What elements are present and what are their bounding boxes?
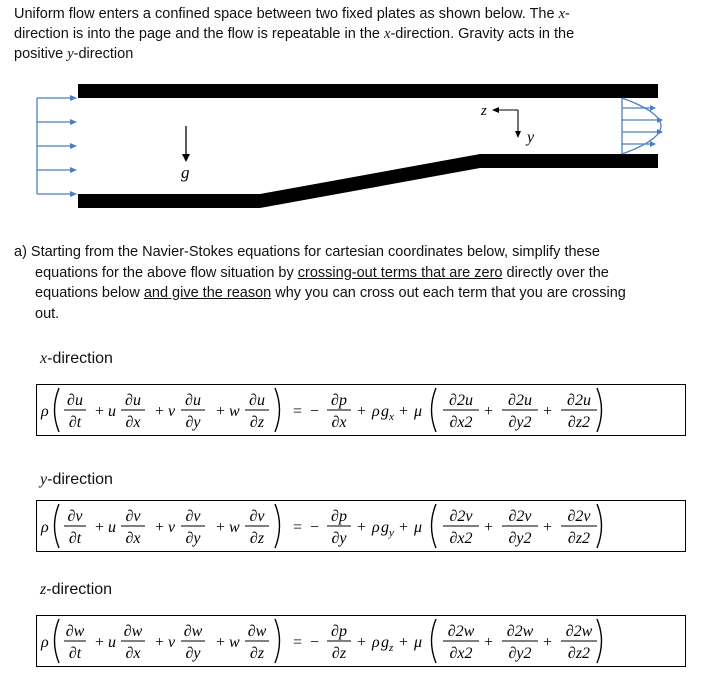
gravity-label: g — [181, 163, 190, 182]
axis-z-label: z — [481, 103, 487, 119]
gravity-subscript: y — [389, 527, 394, 539]
fraction-numerator: ∂2v — [508, 508, 532, 525]
x-direction-label: x-direction — [40, 350, 113, 367]
intro-line-1: Uniform flow enters a confined space between two fixed plates as shown below. The x- — [14, 6, 570, 22]
plus-sign: + — [399, 519, 409, 536]
velocity-w: w — [229, 403, 240, 420]
y-momentum-equation — [36, 500, 686, 552]
gravity-symbol: g — [381, 634, 389, 651]
close-paren — [275, 619, 280, 663]
plus-sign: + — [399, 403, 409, 420]
velocity-w: w — [229, 519, 240, 536]
fraction-denominator: ∂y — [185, 414, 201, 431]
plus-sign: + — [484, 403, 494, 420]
fraction-denominator: ∂x — [125, 645, 141, 662]
fraction-denominator: ∂z — [249, 645, 265, 662]
fraction-denominator: ∂z2 — [567, 645, 591, 662]
z-momentum-equation — [36, 615, 686, 667]
question-line-4: out. — [35, 305, 60, 322]
fraction-denominator: ∂x2 — [449, 414, 473, 431]
fraction-denominator: ∂z — [249, 414, 265, 431]
intro-line-3: positive y-direction — [14, 46, 134, 62]
close-paren — [597, 619, 602, 663]
open-paren — [55, 504, 60, 548]
intro-line-2: direction is into the page and the flow is repeatable in the x-direction. Gravity acts in the — [14, 26, 575, 42]
fraction-numerator: ∂2u — [567, 392, 591, 409]
fraction-denominator: ∂y2 — [508, 645, 532, 662]
fraction-numerator: ∂2w — [447, 623, 475, 640]
gravity-arrowhead — [182, 154, 190, 162]
problem-statement — [14, 4, 684, 64]
y-direction-label: y-direction — [40, 471, 113, 488]
fraction-numerator: ∂v — [125, 508, 141, 525]
equation-svg — [37, 385, 685, 435]
velocity-u: u — [108, 519, 116, 536]
z-direction-label: z-direction — [40, 581, 113, 598]
fraction-denominator: ∂t — [68, 530, 82, 547]
plus-sign: + — [357, 519, 367, 536]
fraction-numerator: ∂v — [67, 508, 83, 525]
fraction-denominator: ∂y — [331, 530, 347, 547]
fraction-numerator: ∂2v — [449, 508, 473, 525]
minus-sign: − — [310, 403, 320, 420]
fraction-denominator: ∂z2 — [567, 530, 591, 547]
equals-sign: = — [293, 403, 303, 420]
fraction-numerator: ∂2w — [565, 623, 593, 640]
velocity-w: w — [229, 634, 240, 651]
plus-sign: + — [216, 634, 226, 651]
fraction-numerator: ∂v — [185, 508, 201, 525]
plus-sign: + — [399, 634, 409, 651]
top-plate — [78, 84, 658, 98]
fraction-denominator: ∂y2 — [508, 530, 532, 547]
bottom-plate — [78, 154, 658, 208]
rho-symbol: ρ — [372, 519, 380, 536]
inlet-arrowheads — [70, 95, 77, 197]
plus-sign: + — [95, 634, 105, 651]
plus-sign: + — [484, 519, 494, 536]
gravity-subscript: z — [389, 642, 394, 654]
open-paren — [432, 619, 437, 663]
fraction-denominator: ∂t — [68, 645, 82, 662]
fraction-numerator: ∂p — [331, 392, 347, 409]
plus-sign: + — [95, 403, 105, 420]
velocity-u: u — [108, 403, 116, 420]
fraction-denominator: ∂x2 — [449, 530, 473, 547]
question-line-1: a) Starting from the Navier-Stokes equations for cartesian coordinates below, simplify these — [14, 244, 600, 260]
rho-symbol: ρ — [372, 403, 380, 420]
fraction-numerator: ∂v — [249, 508, 265, 525]
fraction-denominator: ∂z2 — [567, 414, 591, 431]
fraction-numerator: ∂u — [249, 392, 265, 409]
fraction-denominator: ∂z — [331, 645, 347, 662]
velocity-v: v — [168, 403, 176, 420]
rho-symbol: ρ — [41, 634, 49, 651]
mu-symbol: μ — [414, 403, 423, 420]
open-paren — [432, 388, 437, 432]
fraction-numerator: ∂u — [125, 392, 141, 409]
fraction-denominator: ∂y — [185, 530, 201, 547]
gravity-subscript: x — [389, 411, 394, 423]
fraction-denominator: ∂x2 — [449, 645, 473, 662]
plus-sign: + — [155, 519, 165, 536]
plus-sign: + — [357, 634, 367, 651]
fraction-numerator: ∂p — [331, 623, 347, 640]
velocity-v: v — [168, 634, 176, 651]
fraction-denominator: ∂y2 — [508, 414, 532, 431]
fraction-numerator: ∂w — [183, 623, 203, 640]
fraction-denominator: ∂x — [331, 414, 347, 431]
minus-sign: − — [310, 519, 320, 536]
fraction-numerator: ∂u — [67, 392, 83, 409]
equation-svg — [37, 616, 685, 666]
plus-sign: + — [216, 403, 226, 420]
flow-diagram — [0, 70, 701, 210]
equation-svg — [37, 501, 685, 551]
question-a — [14, 242, 686, 324]
plus-sign: + — [543, 634, 553, 651]
gravity-symbol: g — [381, 519, 389, 536]
plus-sign: + — [357, 403, 367, 420]
fraction-denominator: ∂x — [125, 414, 141, 431]
plus-sign: + — [155, 403, 165, 420]
plus-sign: + — [484, 634, 494, 651]
equals-sign: = — [293, 634, 303, 651]
fraction-numerator: ∂w — [65, 623, 85, 640]
fraction-denominator: ∂x — [125, 530, 141, 547]
open-paren — [55, 388, 60, 432]
mu-symbol: μ — [414, 634, 423, 651]
rho-symbol: ρ — [41, 403, 49, 420]
equals-sign: = — [293, 519, 303, 536]
fraction-denominator: ∂t — [68, 414, 82, 431]
close-paren — [597, 388, 602, 432]
fraction-numerator: ∂2w — [506, 623, 534, 640]
question-line-2: equations for the above flow situation by crossing-out terms that are zero directly over the — [35, 264, 609, 281]
axis-y-label: y — [527, 129, 535, 146]
plus-sign: + — [155, 634, 165, 651]
fraction-numerator: ∂w — [247, 623, 267, 640]
close-paren — [275, 388, 280, 432]
fraction-denominator: ∂y — [185, 645, 201, 662]
rho-symbol: ρ — [41, 519, 49, 536]
plus-sign: + — [216, 519, 226, 536]
fraction-numerator: ∂2u — [449, 392, 473, 409]
fraction-denominator: ∂z — [249, 530, 265, 547]
fraction-numerator: ∂u — [185, 392, 201, 409]
mu-symbol: μ — [414, 519, 423, 536]
outlet-velocity-profile — [622, 98, 662, 154]
plus-sign: + — [95, 519, 105, 536]
minus-sign: − — [310, 634, 320, 651]
close-paren — [275, 504, 280, 548]
open-paren — [432, 504, 437, 548]
gravity-symbol: g — [381, 403, 389, 420]
open-paren — [55, 619, 60, 663]
plus-sign: + — [543, 519, 553, 536]
fraction-numerator: ∂w — [123, 623, 143, 640]
x-momentum-equation — [36, 384, 686, 436]
fraction-numerator: ∂p — [331, 508, 347, 525]
fraction-numerator: ∂2u — [508, 392, 532, 409]
close-paren — [597, 504, 602, 548]
rho-symbol: ρ — [372, 634, 380, 651]
velocity-v: v — [168, 519, 176, 536]
plus-sign: + — [543, 403, 553, 420]
question-line-3: equations below and give the reason why you can cross out each term that you are crossing — [35, 285, 626, 301]
fraction-numerator: ∂2v — [567, 508, 591, 525]
velocity-u: u — [108, 634, 116, 651]
